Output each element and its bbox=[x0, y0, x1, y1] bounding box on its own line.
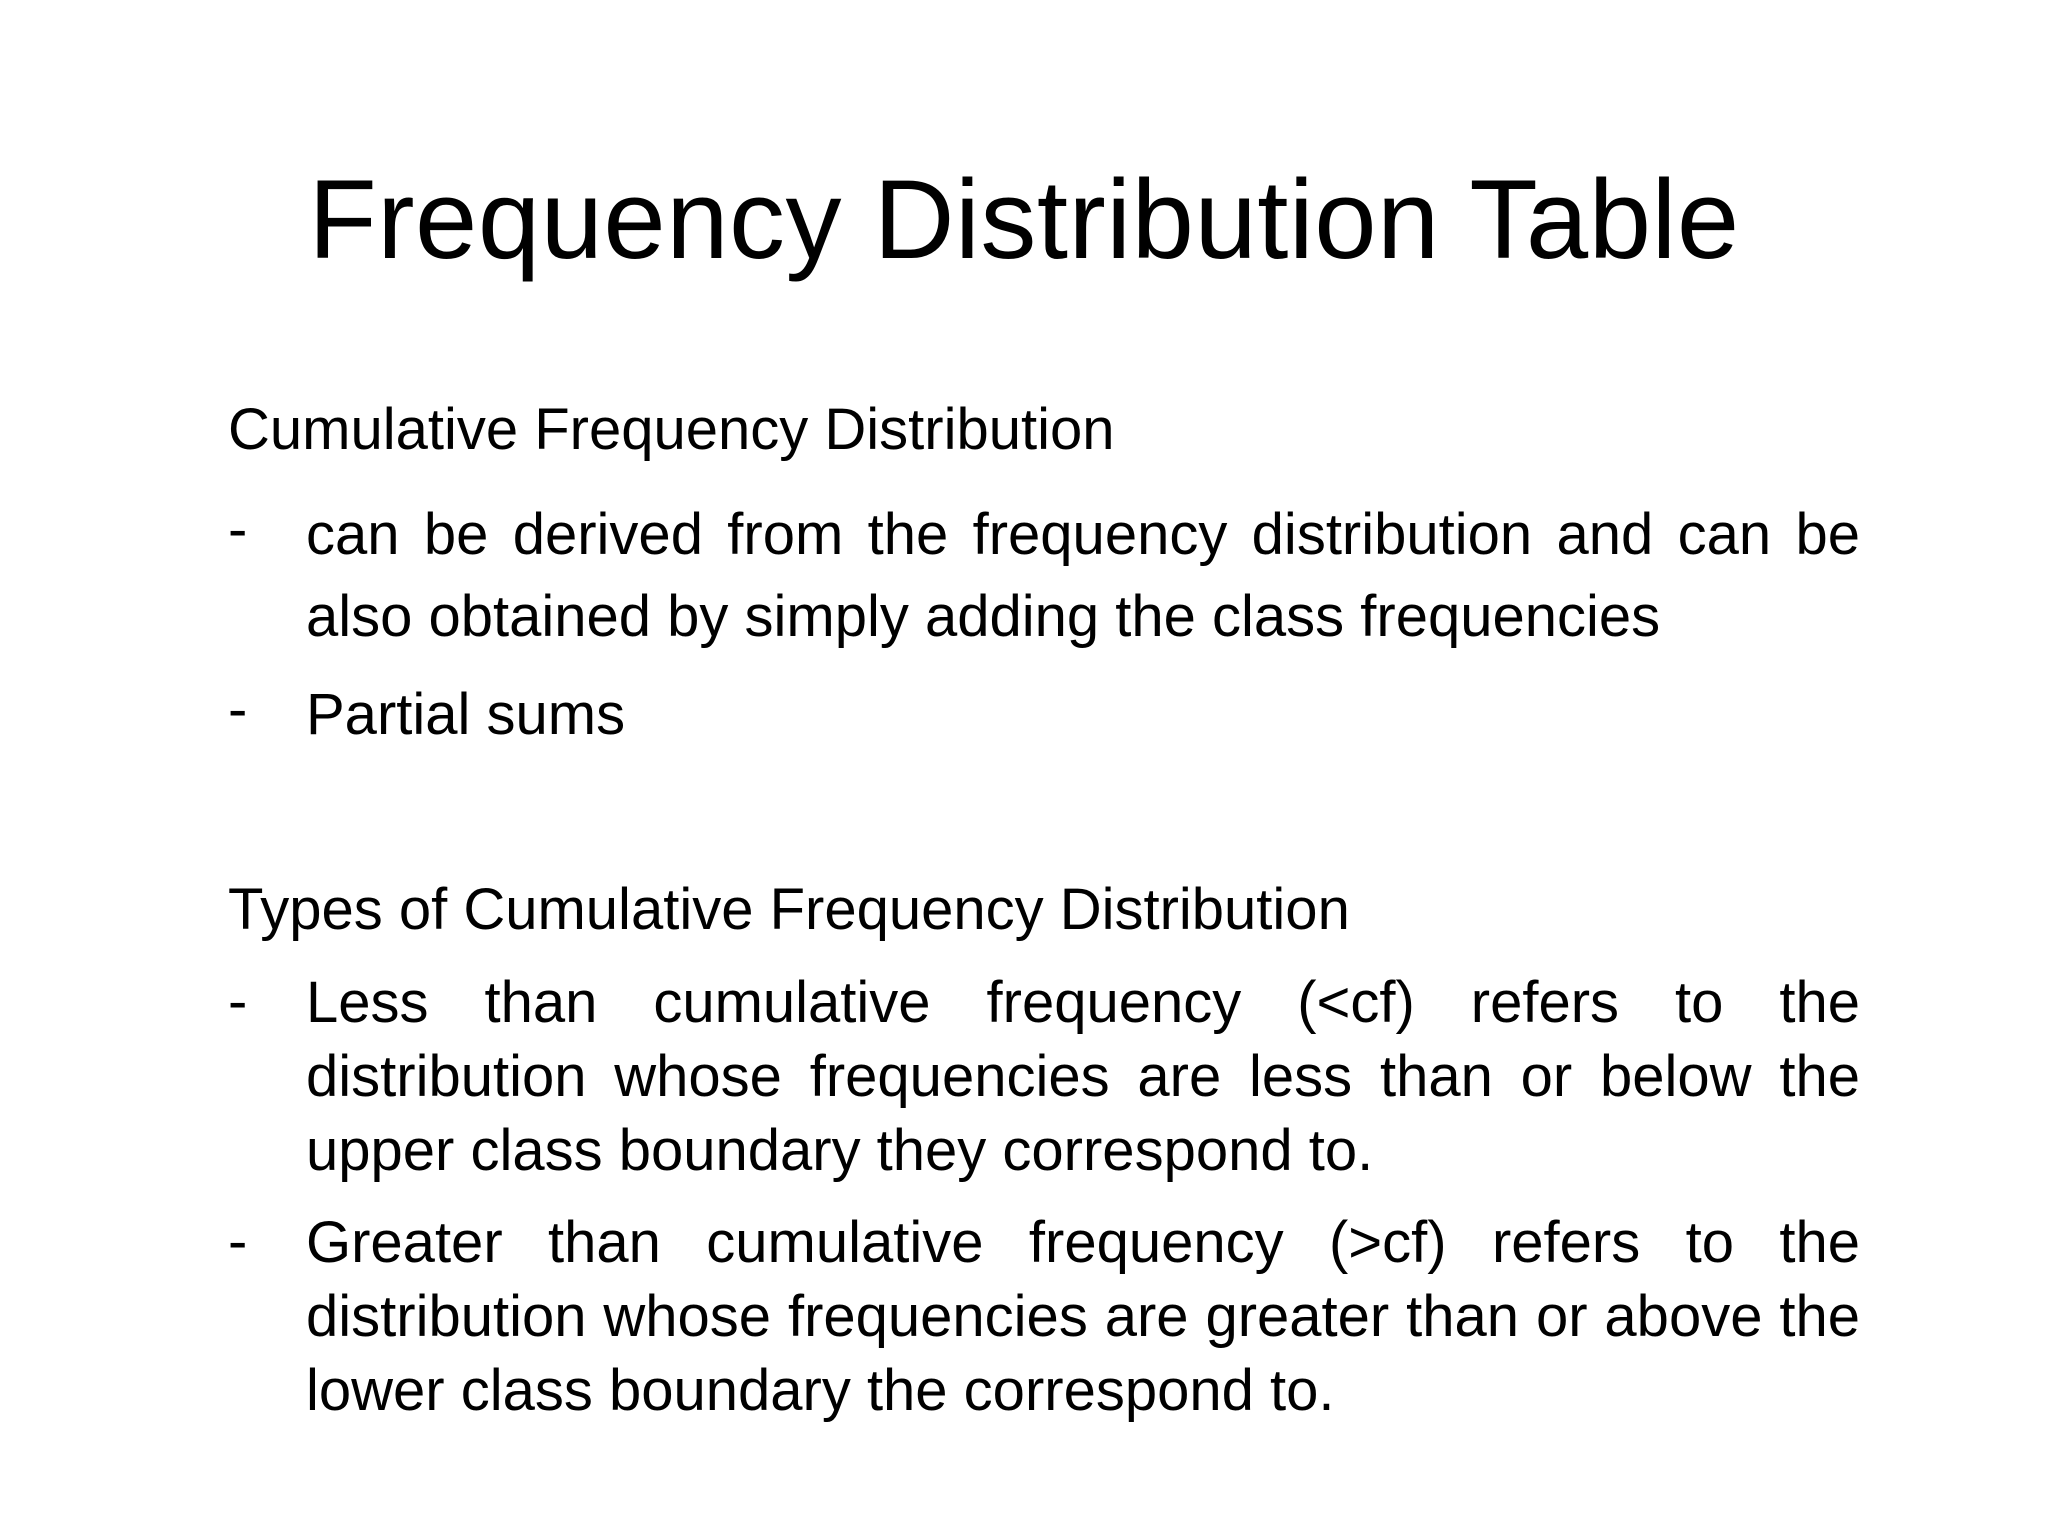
bullet-marker: - bbox=[228, 969, 248, 1034]
section-heading-cumulative: Cumulative Frequency Distribution bbox=[228, 397, 1115, 462]
list-item bbox=[228, 1206, 1860, 1436]
list-item bbox=[228, 674, 1860, 754]
bullet-marker: - bbox=[228, 1209, 248, 1274]
bullet-marker: - bbox=[228, 497, 248, 562]
list-item bbox=[228, 966, 1860, 1196]
bullet-text: can be derived from the frequency distribution and can be also obtained by simply adding the class frequencies bbox=[306, 502, 1860, 649]
list-item bbox=[228, 494, 1860, 664]
bullet-text: Partial sums bbox=[306, 682, 626, 747]
section-heading-types: Types of Cumulative Frequency Distribution bbox=[228, 877, 1350, 942]
bullet-text: Greater than cumulative frequency (>cf) refers to the distribution whose frequencies are greater than or above the lower class boundary the correspond to. bbox=[306, 1210, 1860, 1423]
slide-title: Frequency Distribution Table bbox=[308, 157, 1740, 282]
bullet-text: Less than cumulative frequency (<cf) refers to the distribution whose frequencies are less than or below the upper class boundary they correspond to. bbox=[306, 970, 1860, 1183]
bullet-marker: - bbox=[228, 677, 248, 742]
